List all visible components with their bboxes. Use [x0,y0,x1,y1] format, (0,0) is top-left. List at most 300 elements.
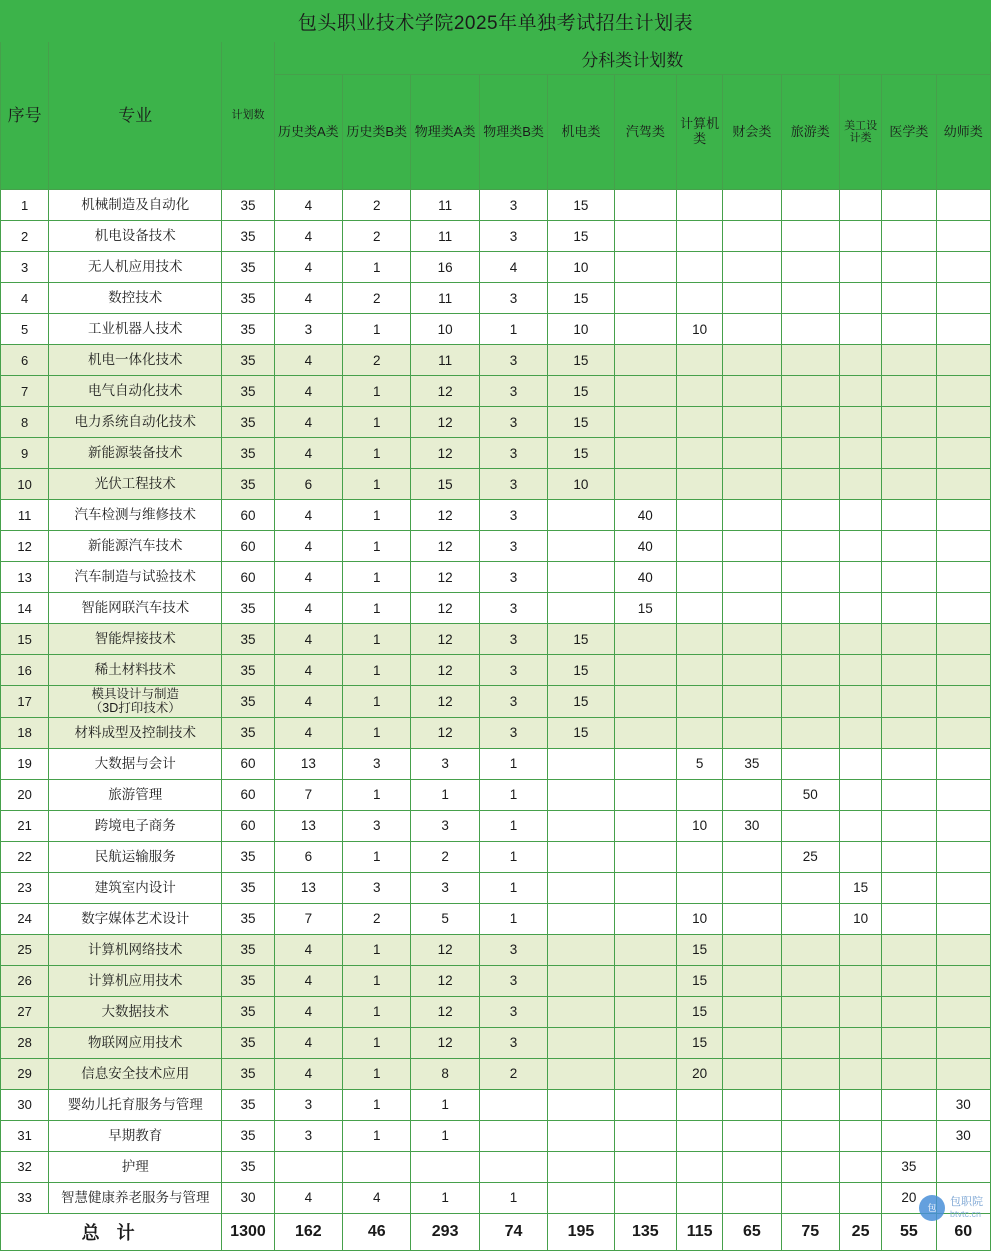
row-cell-physics-a: 11 [411,221,479,252]
row-cell-art-design [839,841,881,872]
row-cell-tourism [781,469,839,500]
row-cell-medical [882,345,936,376]
row-cell-accounting [723,376,781,407]
row-cell-computer [677,345,723,376]
row-cell-history-b: 1 [343,407,411,438]
row-major-name: 新能源装备技术 [49,438,222,469]
row-cell-computer [677,1120,723,1151]
row-cell-accounting [723,1182,781,1213]
row-cell-medical [882,1120,936,1151]
row-plan-count: 60 [222,500,274,531]
total-auto-driving: 135 [614,1213,676,1250]
row-cell-tourism [781,965,839,996]
row-cell-history-b: 1 [343,252,411,283]
header-subject-computer [677,75,723,190]
row-cell-preschool [936,748,990,779]
row-cell-physics-b: 3 [479,469,547,500]
row-cell-art-design [839,500,881,531]
row-cell-computer [677,779,723,810]
row-index: 33 [1,1182,49,1213]
row-cell-physics-a: 12 [411,500,479,531]
row-cell-tourism [781,407,839,438]
row-cell-tourism [781,562,839,593]
row-index: 28 [1,1027,49,1058]
row-major-name: 材料成型及控制技术 [49,717,222,748]
row-cell-accounting [723,407,781,438]
row-cell-computer: 15 [677,965,723,996]
row-cell-computer [677,717,723,748]
row-cell-electromech [548,996,614,1027]
row-cell-preschool [936,841,990,872]
row-cell-computer: 5 [677,748,723,779]
row-cell-art-design [839,593,881,624]
row-cell-history-a: 4 [274,593,342,624]
row-cell-electromech [548,593,614,624]
row-cell-medical [882,438,936,469]
row-cell-computer: 15 [677,934,723,965]
row-cell-accounting [723,314,781,345]
row-cell-art-design: 15 [839,872,881,903]
row-cell-accounting [723,252,781,283]
row-major-name: 机电一体化技术 [49,345,222,376]
row-cell-computer [677,593,723,624]
row-cell-physics-a: 12 [411,593,479,624]
header-subject-tourism [781,75,839,190]
header-subject-art-design [839,75,881,190]
row-cell-auto-driving [614,345,676,376]
row-cell-accounting [723,996,781,1027]
row-major-name: 稀土材料技术 [49,655,222,686]
row-cell-history-a: 4 [274,996,342,1027]
row-cell-tourism [781,996,839,1027]
row-cell-electromech [548,779,614,810]
row-index: 22 [1,841,49,872]
row-major-name: 计算机应用技术 [49,965,222,996]
table-row [1,1182,991,1213]
row-cell-physics-a: 12 [411,624,479,655]
row-cell-computer [677,872,723,903]
header-subject-label: 物理类B类 [483,123,544,139]
row-major-name: 早期教育 [49,1120,222,1151]
row-index: 31 [1,1120,49,1151]
row-cell-auto-driving [614,1058,676,1089]
total-electromech: 195 [548,1213,614,1250]
row-cell-computer [677,841,723,872]
row-cell-physics-a: 12 [411,1027,479,1058]
header-subject-label: 历史类B类 [346,123,408,139]
row-cell-preschool [936,934,990,965]
row-cell-medical [882,283,936,314]
row-index: 30 [1,1089,49,1120]
row-cell-auto-driving [614,996,676,1027]
row-cell-art-design [839,252,881,283]
row-cell-electromech [548,531,614,562]
row-cell-medical [882,376,936,407]
row-cell-medical: 35 [882,1151,936,1182]
row-cell-physics-a: 3 [411,872,479,903]
row-cell-history-a: 4 [274,655,342,686]
row-cell-history-a: 3 [274,1120,342,1151]
row-index: 9 [1,438,49,469]
table-row [1,593,991,624]
row-cell-medical [882,655,936,686]
row-cell-tourism [781,624,839,655]
row-cell-art-design [839,562,881,593]
row-cell-art-design [839,283,881,314]
row-cell-physics-a: 12 [411,686,479,718]
row-cell-history-a: 4 [274,1058,342,1089]
row-cell-accounting [723,500,781,531]
row-cell-auto-driving [614,1151,676,1182]
row-cell-physics-a: 5 [411,903,479,934]
row-plan-count: 35 [222,469,274,500]
header-subject-history-a [274,75,342,190]
row-cell-accounting [723,190,781,221]
row-cell-history-b: 1 [343,965,411,996]
page-title: 包头职业技术学院2025年单独考试招生计划表 [1,1,991,42]
row-cell-preschool [936,314,990,345]
header-subject-label: 计算机类 [680,116,720,146]
row-cell-physics-b: 3 [479,624,547,655]
row-cell-physics-b: 2 [479,1058,547,1089]
row-cell-accounting [723,469,781,500]
total-art-design: 25 [839,1213,881,1250]
header-subject-history-b [343,75,411,190]
row-index: 24 [1,903,49,934]
row-cell-art-design [839,1058,881,1089]
row-cell-physics-b: 1 [479,810,547,841]
row-cell-history-a: 3 [274,314,342,345]
row-cell-preschool [936,1151,990,1182]
row-cell-history-b: 1 [343,531,411,562]
row-cell-physics-a: 12 [411,655,479,686]
row-cell-medical [882,1058,936,1089]
header-subject-label: 财会类 [732,123,772,139]
row-cell-medical [882,221,936,252]
row-cell-auto-driving [614,779,676,810]
table-row [1,841,991,872]
row-cell-history-b: 1 [343,1120,411,1151]
row-cell-history-a: 4 [274,252,342,283]
row-cell-history-b: 1 [343,996,411,1027]
total-physics-a: 293 [411,1213,479,1250]
row-cell-history-b: 2 [343,283,411,314]
row-cell-tourism [781,1058,839,1089]
row-cell-computer [677,624,723,655]
row-cell-tourism [781,252,839,283]
row-cell-medical [882,748,936,779]
row-cell-history-b: 1 [343,624,411,655]
row-cell-electromech [548,1151,614,1182]
total-tourism: 75 [781,1213,839,1250]
row-index: 27 [1,996,49,1027]
row-cell-tourism [781,810,839,841]
table-row [1,717,991,748]
row-major-name: 跨境电子商务 [49,810,222,841]
row-cell-physics-a: 1 [411,779,479,810]
row-plan-count: 35 [222,1120,274,1151]
table-row [1,748,991,779]
row-cell-accounting [723,1151,781,1182]
row-plan-count: 35 [222,872,274,903]
row-plan-count: 35 [222,624,274,655]
header-subject-label: 机电类 [561,123,601,139]
table-row [1,996,991,1027]
row-cell-preschool [936,965,990,996]
row-cell-art-design: 10 [839,903,881,934]
row-cell-accounting [723,1120,781,1151]
table-row [1,934,991,965]
row-plan-count: 35 [222,903,274,934]
row-cell-computer [677,686,723,718]
total-row [1,1213,991,1250]
row-cell-medical: 20 [882,1182,936,1213]
row-cell-history-b: 2 [343,345,411,376]
row-cell-auto-driving [614,1182,676,1213]
row-cell-art-design [839,376,881,407]
row-cell-history-b: 4 [343,1182,411,1213]
row-index: 21 [1,810,49,841]
row-cell-physics-b: 3 [479,934,547,965]
row-cell-medical [882,872,936,903]
row-cell-computer [677,190,723,221]
row-cell-art-design [839,221,881,252]
total-history-b: 46 [343,1213,411,1250]
row-cell-electromech [548,903,614,934]
row-cell-history-b: 1 [343,1089,411,1120]
row-cell-computer: 10 [677,810,723,841]
row-cell-accounting [723,345,781,376]
row-major-name: 信息安全技术应用 [49,1058,222,1089]
row-major-name: 数字媒体艺术设计 [49,903,222,934]
row-cell-accounting [723,841,781,872]
row-cell-preschool [936,1058,990,1089]
row-cell-electromech [548,1027,614,1058]
row-cell-preschool [936,1182,990,1213]
row-cell-auto-driving [614,748,676,779]
row-cell-auto-driving [614,469,676,500]
row-cell-history-a: 4 [274,283,342,314]
row-cell-auto-driving [614,376,676,407]
row-index: 3 [1,252,49,283]
row-plan-count: 60 [222,779,274,810]
row-cell-physics-b [479,1089,547,1120]
row-cell-history-b: 1 [343,562,411,593]
row-index: 13 [1,562,49,593]
row-cell-preschool [936,345,990,376]
row-cell-accounting [723,934,781,965]
row-cell-history-b: 1 [343,500,411,531]
header-subject-physics-b [479,75,547,190]
row-cell-history-a: 4 [274,345,342,376]
row-cell-auto-driving [614,438,676,469]
row-cell-tourism [781,376,839,407]
row-cell-tourism [781,345,839,376]
row-cell-physics-a: 12 [411,717,479,748]
row-cell-physics-b: 1 [479,903,547,934]
row-major-name: 护理 [49,1151,222,1182]
row-index: 8 [1,407,49,438]
row-cell-medical [882,934,936,965]
row-cell-accounting [723,1027,781,1058]
row-cell-accounting [723,903,781,934]
row-cell-electromech: 15 [548,624,614,655]
row-major-name: 建筑室内设计 [49,872,222,903]
table-row [1,1058,991,1089]
row-cell-physics-b: 3 [479,1027,547,1058]
header-subject-preschool [936,75,990,190]
row-cell-accounting [723,655,781,686]
row-cell-physics-b: 3 [479,407,547,438]
row-plan-count: 35 [222,221,274,252]
row-cell-history-a: 4 [274,1182,342,1213]
row-cell-tourism [781,1089,839,1120]
row-cell-history-b: 1 [343,469,411,500]
table-body [1,190,991,1214]
row-cell-electromech [548,1089,614,1120]
row-cell-auto-driving: 40 [614,562,676,593]
row-cell-physics-a: 1 [411,1089,479,1120]
row-cell-medical [882,314,936,345]
row-cell-art-design [839,1120,881,1151]
row-cell-history-b: 1 [343,1058,411,1089]
row-cell-tourism [781,1120,839,1151]
row-cell-physics-a: 1 [411,1120,479,1151]
row-cell-physics-a: 11 [411,283,479,314]
row-cell-computer [677,1151,723,1182]
row-cell-physics-a: 12 [411,934,479,965]
row-cell-history-a: 13 [274,810,342,841]
row-cell-art-design [839,965,881,996]
table-row [1,1151,991,1182]
row-major-name: 机电设备技术 [49,221,222,252]
table-row [1,1089,991,1120]
row-index: 26 [1,965,49,996]
row-index: 16 [1,655,49,686]
row-cell-computer [677,469,723,500]
row-cell-tourism [781,283,839,314]
row-cell-preschool [936,531,990,562]
row-cell-preschool [936,562,990,593]
row-cell-art-design [839,1027,881,1058]
header-subject-label: 汽驾类 [625,123,665,139]
row-cell-history-a: 4 [274,438,342,469]
header-subject-label: 物理类A类 [414,123,476,139]
row-index: 19 [1,748,49,779]
row-plan-count: 60 [222,748,274,779]
row-cell-art-design [839,779,881,810]
row-plan-count: 60 [222,531,274,562]
row-cell-physics-a: 1 [411,1182,479,1213]
row-cell-tourism [781,686,839,718]
row-cell-preschool [936,252,990,283]
row-cell-computer: 10 [677,314,723,345]
row-index: 20 [1,779,49,810]
row-cell-computer [677,1182,723,1213]
row-major-name: 物联网应用技术 [49,1027,222,1058]
row-plan-count: 35 [222,345,274,376]
row-index: 2 [1,221,49,252]
row-cell-preschool [936,283,990,314]
row-index: 12 [1,531,49,562]
table-row [1,624,991,655]
watermark-logo-icon: 包 [919,1195,945,1221]
row-cell-tourism [781,438,839,469]
row-cell-tourism [781,748,839,779]
row-cell-history-a: 13 [274,748,342,779]
row-cell-history-a: 4 [274,1027,342,1058]
row-cell-art-design [839,934,881,965]
row-cell-history-b: 2 [343,190,411,221]
row-cell-accounting [723,221,781,252]
row-cell-history-a: 7 [274,779,342,810]
total-physics-b: 74 [479,1213,547,1250]
row-cell-preschool [936,872,990,903]
row-plan-count: 35 [222,252,274,283]
row-cell-accounting [723,438,781,469]
row-cell-electromech: 15 [548,407,614,438]
row-cell-auto-driving [614,624,676,655]
row-cell-electromech: 15 [548,655,614,686]
row-index: 6 [1,345,49,376]
row-plan-count: 60 [222,562,274,593]
row-cell-medical [882,624,936,655]
row-cell-physics-a: 12 [411,376,479,407]
row-cell-history-a: 4 [274,624,342,655]
row-cell-history-b: 1 [343,376,411,407]
row-major-name: 新能源汽车技术 [49,531,222,562]
row-cell-medical [882,903,936,934]
row-cell-computer [677,438,723,469]
row-cell-auto-driving [614,314,676,345]
row-cell-history-a: 4 [274,376,342,407]
table-row [1,810,991,841]
row-cell-history-a: 4 [274,965,342,996]
row-cell-physics-b [479,1120,547,1151]
row-cell-accounting [723,283,781,314]
table-row [1,655,991,686]
row-cell-electromech: 15 [548,283,614,314]
row-cell-preschool [936,655,990,686]
row-cell-art-design [839,531,881,562]
total-preschool: 60 [936,1213,990,1250]
row-cell-tourism [781,717,839,748]
row-cell-art-design [839,345,881,376]
watermark-url: btvtc.cn [950,1208,982,1219]
table-row [1,872,991,903]
row-cell-history-b: 1 [343,655,411,686]
row-cell-medical [882,531,936,562]
row-cell-art-design [839,407,881,438]
row-cell-preschool [936,717,990,748]
table-row [1,1120,991,1151]
row-cell-electromech [548,1182,614,1213]
table-row [1,407,991,438]
row-index: 29 [1,1058,49,1089]
row-index: 10 [1,469,49,500]
row-cell-physics-b: 1 [479,841,547,872]
row-cell-physics-a: 8 [411,1058,479,1089]
row-cell-accounting [723,624,781,655]
row-cell-computer [677,531,723,562]
row-cell-auto-driving [614,810,676,841]
row-cell-art-design [839,717,881,748]
row-cell-electromech [548,1120,614,1151]
row-plan-count: 35 [222,717,274,748]
header-plan-count: 计划数 [222,42,274,190]
row-cell-art-design [839,748,881,779]
table-row [1,903,991,934]
